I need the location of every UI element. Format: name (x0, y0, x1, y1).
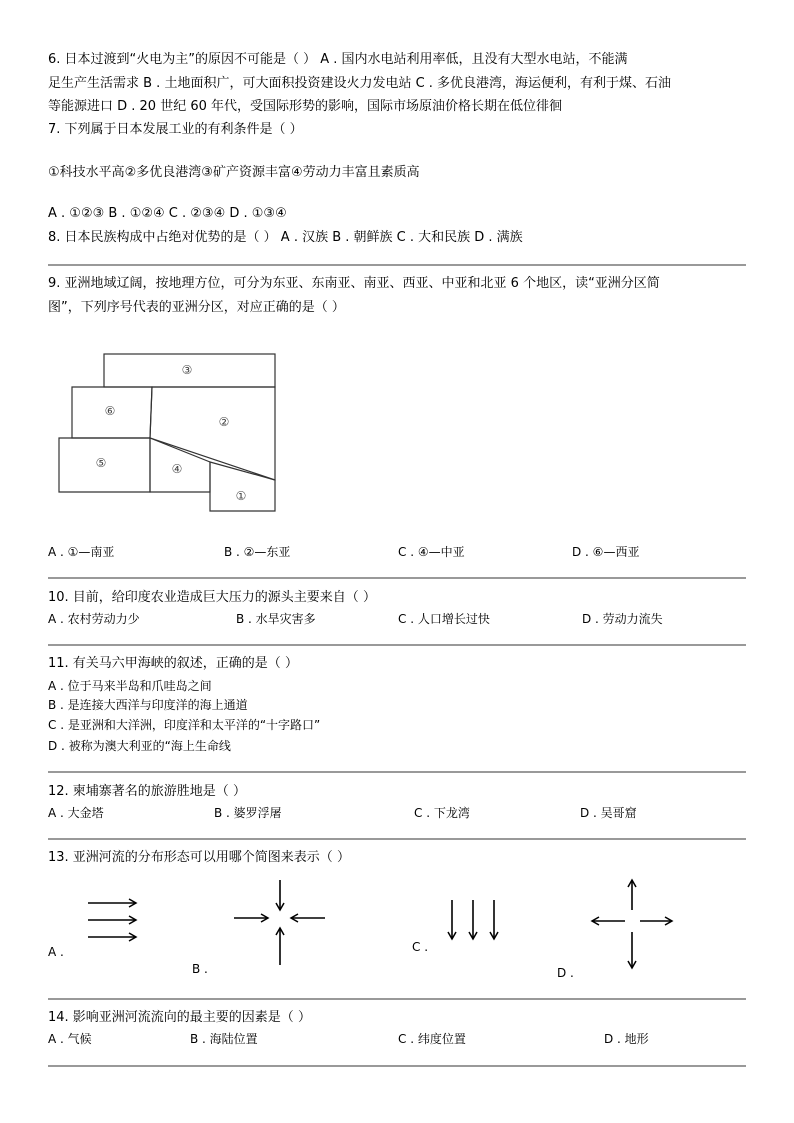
q14-option-b[interactable]: B . 海陆位置 (190, 1032, 258, 1046)
q9-option-b[interactable]: B . ②—东亚 (224, 545, 291, 559)
region-label-4: ④ (171, 462, 183, 476)
q9-option-d[interactable]: D . ⑥—西亚 (572, 545, 640, 559)
region-label-5: ⑤ (95, 456, 107, 470)
q14-stem: 14. 影响亚洲河流流向的最主要的因素是（ ） (48, 1010, 311, 1025)
divider (48, 1065, 746, 1067)
q12-option-d[interactable]: D . 吴哥窟 (580, 806, 637, 820)
q11-option-b[interactable]: B . 是连接大西洋与印度洋的海上通道 (48, 698, 248, 712)
q11-stem: 11. 有关马六甲海峡的叙述，正确的是（ ） (48, 656, 298, 671)
diagram-a-parallel-arrows (88, 903, 136, 937)
q7-options: A . ①②③ B . ①②④ C . ②③④ D . ①③④ (48, 206, 287, 221)
q13-option-b[interactable]: B . (192, 962, 208, 976)
diagram-c-downward-arrows (452, 900, 494, 939)
q12-option-a[interactable]: A . 大金塔 (48, 806, 104, 820)
q9-line2: 图”，下列序号代表的亚洲分区，对应正确的是（ ） (48, 300, 345, 315)
q10-option-d[interactable]: D . 劳动力流失 (582, 612, 663, 626)
q10-option-a[interactable]: A . 农村劳动力少 (48, 612, 140, 626)
q9-line1: 9. 亚洲地域辽阔，按地理方位，可分为东亚、东南亚、南亚、西亚、中亚和北亚 6 个地区，读“亚洲分区简 (48, 276, 660, 291)
q13-option-c[interactable]: C . (412, 940, 429, 954)
q14-option-c[interactable]: C . 纬度位置 (398, 1032, 466, 1046)
q13-option-a[interactable]: A . (48, 945, 64, 959)
region-label-6: ⑥ (104, 404, 116, 418)
q14-option-a[interactable]: A . 气候 (48, 1032, 92, 1046)
region-label-2: ② (218, 415, 230, 429)
q10-option-c[interactable]: C . 人口增长过快 (398, 612, 490, 626)
q12-stem: 12. 柬埔寨著名的旅游胜地是（ ） (48, 784, 246, 799)
q13-stem: 13. 亚洲河流的分布形态可以用哪个简图来表示（ ） (48, 850, 350, 865)
q9-option-a[interactable]: A . ①—南亚 (48, 545, 115, 559)
q7-conditions: ①科技水平高②多优良港湾③矿产资源丰富④劳动力丰富且素质高 (48, 165, 420, 180)
region-label-3: ③ (181, 363, 193, 377)
q10-option-b[interactable]: B . 水旱灾害多 (236, 612, 316, 626)
q12-option-b[interactable]: B . 婆罗浮屠 (214, 806, 282, 820)
q11-option-d[interactable]: D . 被称为澳大利亚的“海上生命线 (48, 739, 231, 753)
q7-stem: 7. 下列属于日本发展工业的有利条件是（ ） (48, 122, 303, 137)
region-label-1: ① (235, 489, 247, 503)
q12-option-c[interactable]: C . 下龙湾 (414, 806, 470, 820)
q6-line3: 等能源进口 D . 20 世纪 60 年代，受国际形势的影响，国际市场原油价格长期在低位徘徊 (48, 99, 563, 114)
q6-line2: 足生产生活需求 B . 土地面积广，可大面积投资建设火力发电站 C . 多优良港湾，海运便利，有利于煤、石油 (48, 76, 672, 91)
q8-line: 8. 日本民族构成中占绝对优势的是（ ） A . 汉族 B . 朝鲜族 C . 大和民族 D . 满族 (48, 230, 523, 245)
q11-option-c[interactable]: C . 是亚洲和大洋洲，印度洋和太平洋的“十字路口” (48, 718, 321, 732)
q11-option-a[interactable]: A . 位于马来半岛和爪哇岛之间 (48, 679, 212, 693)
q10-stem: 10. 目前，给印度农业造成巨大压力的源头主要来自（ ） (48, 590, 376, 605)
q14-option-d[interactable]: D . 地形 (604, 1032, 649, 1046)
q6-line1: 6. 日本过渡到“火电为主”的原因不可能是（ ） A . 国内水电站利用率低，且没有大型水电站，不能满 (48, 52, 628, 67)
diagram-b-converging-arrows (234, 880, 325, 965)
divider (48, 998, 746, 1000)
q13-option-d[interactable]: D . (557, 966, 574, 980)
diagram-d-radiating-arrows (592, 880, 672, 968)
q9-option-c[interactable]: C . ④—中亚 (398, 545, 465, 559)
